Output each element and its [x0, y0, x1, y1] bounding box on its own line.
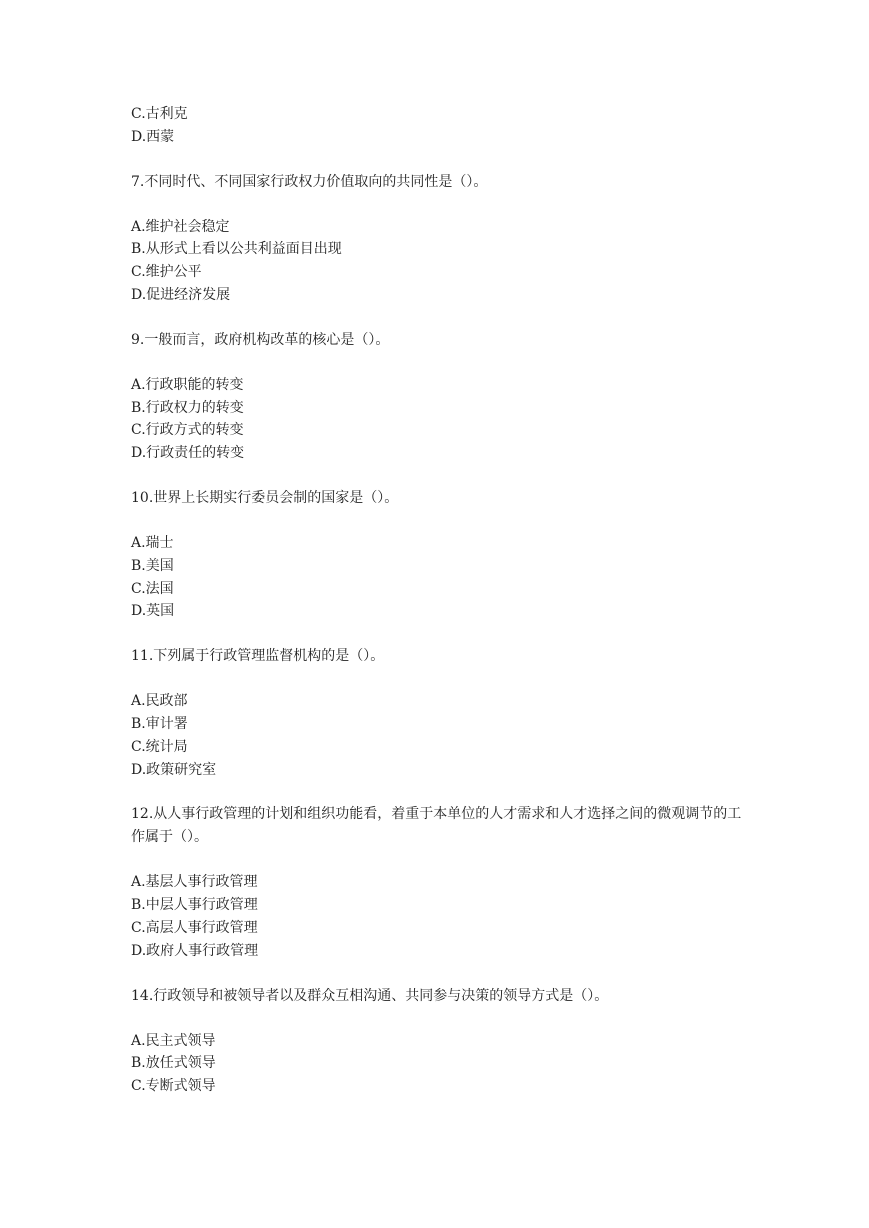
option-d: D.西蒙 — [131, 128, 175, 145]
option-a: A.民政部 — [131, 693, 188, 710]
question-text: 11.下列属于行政管理监督机构的是（）。 — [131, 648, 385, 665]
option-b: B.中层人事行政管理 — [131, 897, 258, 914]
question-text: 12.从人事行政管理的计划和组织功能看，着重于本单位的人才需求和人才选择之间的微观调节的工作属于（）。 — [131, 806, 742, 846]
option-b: B.审计署 — [131, 715, 188, 732]
option-c: C.行政方式的转变 — [131, 422, 244, 439]
question-text: 7.不同时代、不同国家行政权力价值取向的共同性是（）。 — [131, 173, 488, 190]
option-a: A.瑞士 — [131, 534, 174, 551]
option-list — [131, 1030, 751, 1098]
option-d: D.政府人事行政管理 — [131, 942, 259, 959]
question-11 — [131, 645, 751, 781]
question-text: 14.行政领导和被领导者以及群众互相沟通、共同参与决策的领导方式是（）。 — [131, 987, 609, 1004]
option-list — [131, 216, 751, 307]
option-d: D.促进经济发展 — [131, 286, 231, 303]
document-page — [131, 103, 751, 1098]
question-12 — [131, 803, 751, 962]
option-list — [131, 532, 751, 623]
question-14 — [131, 985, 751, 1098]
option-b: B.放任式领导 — [131, 1055, 216, 1072]
option-list — [131, 374, 751, 465]
option-list — [131, 871, 751, 962]
option-c: C.法国 — [131, 580, 174, 597]
continued-options — [131, 103, 751, 149]
option-a: A.行政职能的转变 — [131, 376, 244, 393]
question-10 — [131, 487, 751, 623]
option-c: C.维护公平 — [131, 264, 202, 281]
question-text: 10.世界上长期实行委员会制的国家是（）。 — [131, 489, 399, 506]
option-b: B.从形式上看以公共利益面目出现 — [131, 241, 342, 258]
option-b: B.行政权力的转变 — [131, 399, 244, 416]
option-c: C.古利克 — [131, 106, 188, 122]
option-c: C.统计局 — [131, 738, 188, 755]
option-b: B.美国 — [131, 557, 174, 574]
option-c: C.专断式领导 — [131, 1078, 216, 1095]
option-d: D.行政责任的转变 — [131, 445, 245, 462]
option-list — [131, 690, 751, 781]
question-7 — [131, 171, 751, 307]
option-d: D.英国 — [131, 603, 175, 620]
option-a: A.基层人事行政管理 — [131, 874, 258, 891]
option-c: C.高层人事行政管理 — [131, 919, 258, 936]
option-a: A.民主式领导 — [131, 1032, 216, 1049]
option-a: A.维护社会稳定 — [131, 218, 230, 235]
option-d: D.政策研究室 — [131, 761, 217, 778]
question-text: 9.一般而言，政府机构改革的核心是（）。 — [131, 331, 390, 348]
question-9 — [131, 329, 751, 465]
